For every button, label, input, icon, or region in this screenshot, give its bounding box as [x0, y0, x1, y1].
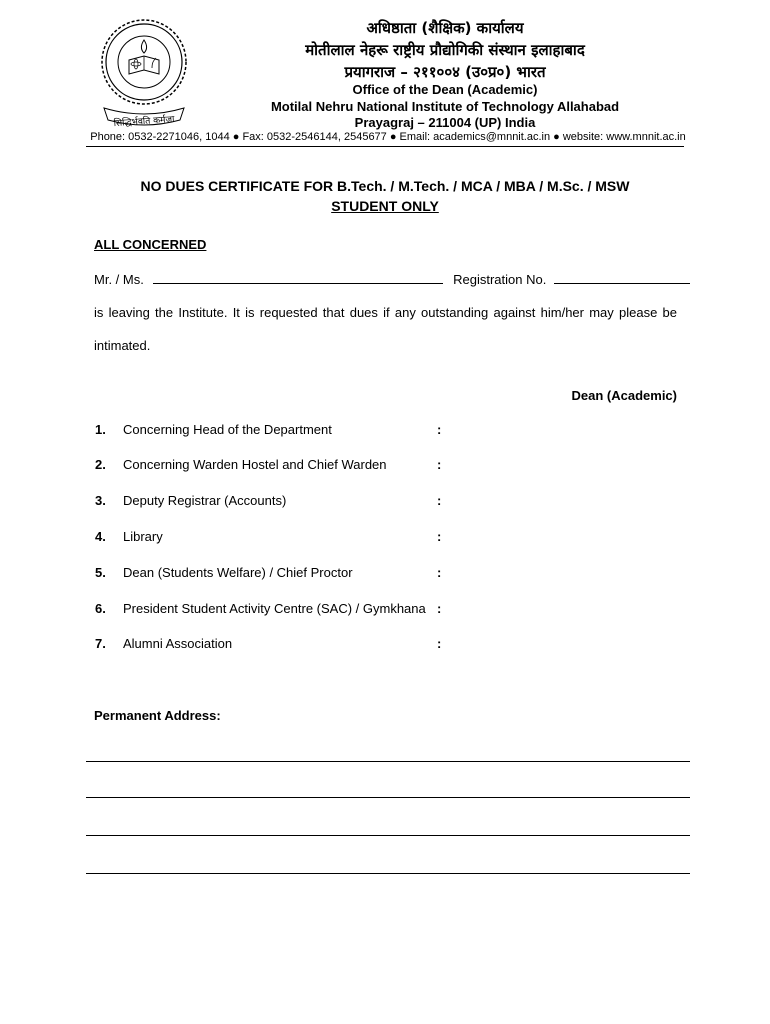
- contact-line: Phone: 0532-2271046, 1044 ● Fax: 0532-2546144, 2545677 ● Email: academics@mnnit.ac.in ● website: www.mnnit.ac.in: [90, 131, 686, 143]
- item-colon: :: [437, 422, 442, 437]
- item-colon: :: [437, 529, 442, 544]
- header-divider: [86, 146, 684, 147]
- salutation: ALL CONCERNED: [94, 237, 207, 252]
- request-paragraph-line1: is leaving the Institute. It is requested that dues if any outstanding against him/her may please be: [94, 305, 677, 320]
- office-title: Office of the Dean (Academic): [352, 82, 538, 97]
- certificate-title: NO DUES CERTIFICATE FOR B.Tech. / M.Tech. / MCA / MBA / M.Sc. / MSW: [140, 178, 630, 194]
- item-label: Alumni Association: [123, 636, 233, 651]
- item-label: Concerning Warden Hostel and Chief Warden: [123, 457, 387, 472]
- item-label: Concerning Head of the Department: [123, 422, 332, 437]
- item-number: 6.: [95, 601, 106, 616]
- item-colon: :: [437, 457, 442, 472]
- item-number: 5.: [95, 565, 106, 580]
- registration-label: Registration No.: [453, 272, 547, 287]
- name-field[interactable]: [153, 271, 443, 284]
- hindi-institute-name: मोतीलाल नेहरू राष्ट्रीय प्रौद्योगिकी संस्थान इलाहाबाद: [305, 41, 585, 59]
- signatory: Dean (Academic): [571, 388, 677, 403]
- registration-field[interactable]: [554, 271, 690, 284]
- address-line[interactable]: [86, 873, 690, 874]
- item-label: President Student Activity Centre (SAC) / Gymkhana: [123, 601, 426, 616]
- item-colon: :: [437, 565, 442, 580]
- item-label: Dean (Students Welfare) / Chief Proctor: [123, 565, 353, 580]
- logo-motto: सिद्धिर्भवति कर्मजा: [113, 114, 175, 130]
- address-line[interactable]: [86, 761, 690, 762]
- address-line[interactable]: [86, 835, 690, 836]
- item-number: 1.: [95, 422, 106, 437]
- address-line[interactable]: [86, 797, 690, 798]
- item-colon: :: [437, 636, 442, 651]
- permanent-address-label: Permanent Address:: [94, 708, 221, 723]
- name-row: [94, 271, 690, 287]
- request-paragraph-line2: intimated.: [94, 338, 151, 353]
- institute-address: Prayagraj – 211004 (UP) India: [354, 115, 536, 130]
- hindi-office-title: अधिष्ठाता (शैक्षिक) कार्यालय: [366, 19, 524, 37]
- item-number: 4.: [95, 529, 106, 544]
- institute-name: Motilal Nehru National Institute of Technology Allahabad: [270, 99, 620, 114]
- item-colon: :: [437, 601, 442, 616]
- item-label: Library: [123, 529, 163, 544]
- name-label: Mr. / Ms.: [94, 272, 144, 287]
- item-number: 3.: [95, 493, 106, 508]
- item-colon: :: [437, 493, 442, 508]
- hindi-address: प्रयागराज – २११००४ (उ०प्र०) भारत: [344, 63, 546, 81]
- item-label: Deputy Registrar (Accounts): [123, 493, 287, 508]
- item-number: 2.: [95, 457, 106, 472]
- certificate-subtitle: STUDENT ONLY: [331, 198, 439, 214]
- item-number: 7.: [95, 636, 106, 651]
